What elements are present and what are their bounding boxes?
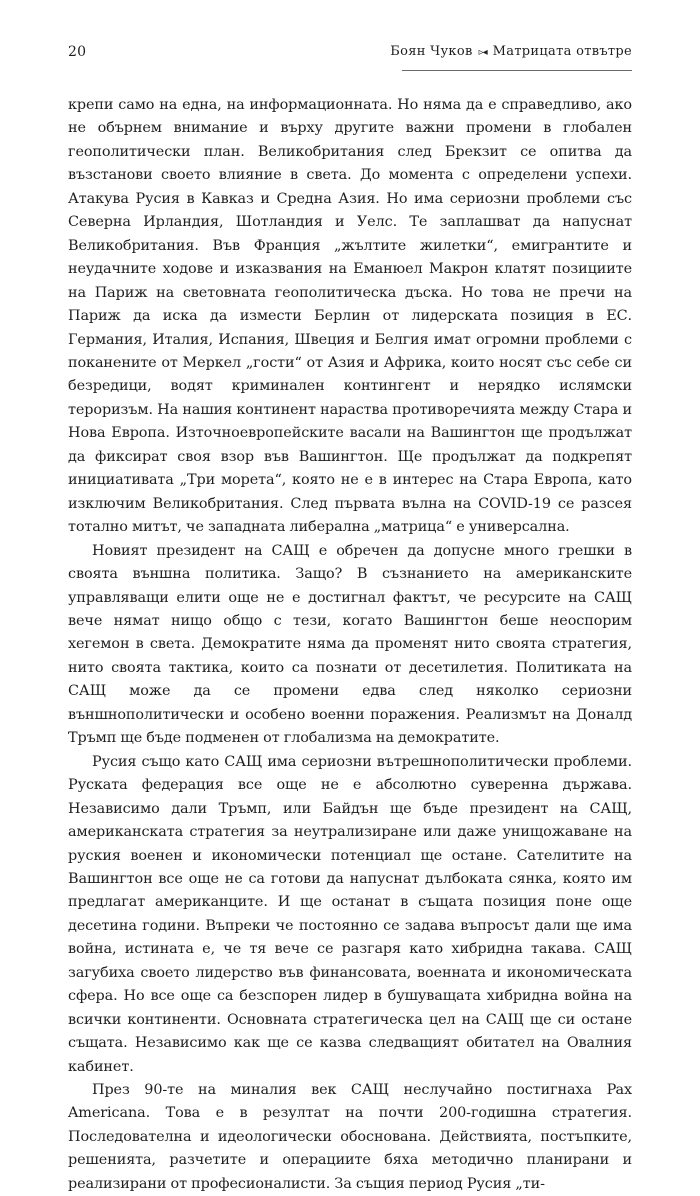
paragraph: Русия също като САЩ има сериозни вътрешнополитически проблеми. Руската федерация все още не е абсолютно суверенна държава. Независимо дали Тръмп, или Байдън ще бъде президент на САЩ, американската стратегия за неутрализиране или даже унищожаване на руския военен и икономически потенциал ще остане. Сателитите на Вашингтон все още не са готови да напуснат дълбоката сянка, която им предлагат американците. И ще останат в същата позиция поне още десетина години. Въпреки че постоянно се задава въпросът дали ще има война, истината е, че тя вече се разгаря като хибридна такава. САЩ загубиха своето лидерство във финансовата, военната и икономическата сфера. Но все още са безспорен лидер в бушуващата хибридна война на всички континенти. Основната стратегическа цел на САЩ ще си остане същата. Независимо как ще се казва следващият обитател на Овалния кабинет. xyxy=(68,753,632,1075)
header-author: Боян Чуков xyxy=(390,44,473,59)
paragraph: През 90-те на миналия век САЩ неслучайно постигнаха Pax Americana. Това е в резултат на почти 200-годишна стратегия. Последователна и идеологически обоснована. Действията, постъпките, решенията, разчетите и операциите бяха методично планирани и реализирани от професионалисти. За същия период Русия „ти- xyxy=(68,1082,632,1192)
body-text xyxy=(68,94,632,1196)
paragraph: крепи само на една, на информационната. Но няма да е справедливо, ако не обърнем внимание и върху другите важни промени в глобален геополитически план. Великобритания след Брекзит се опитва да възстанови своето влияние в света. До момента с определени успехи. Атакува Русия в Кавказ и Средна Азия. Но има сериозни проблеми със Северна Ирландия, Шотландия и Уелс. Те заплашват да напуснат Великобритания. Във Франция „жълтите жилетки“, емигрантите и неудачните ходове и изказвания на Еманюел Макрон клатят позициите на Париж на световната геополитическа дъска. Но това не пречи на Париж да иска да измести Берлин от лидерската позиция в ЕС. Германия, Италия, Испания, Швеция и Белгия имат огромни проблеми с поканените от Меркел „гости“ от Азия и Африка, които носят със себе си безредици, водят криминален контингент и нерядко ислямски тероризъм. На нашия континент нараства противоречията между Стара и Нова Европа. Източноевропейските васали на Вашингтон ще продължат да фиксират своя взор във Вашингтон. Ще продължат да подкрепят инициативата „Три морета“, която не е в интерес на Стара Европа, като изключим Великобритания. След първата вълна на COVID-19 се разсея тотално митът, че западната либерална „матрица“ е универсална. xyxy=(68,97,632,536)
header-separator-ornament: ▹◂ xyxy=(478,47,487,58)
header-rule xyxy=(402,70,632,71)
running-header xyxy=(390,44,632,59)
paragraph: Новият президент на САЩ е обречен да допусне много грешки в своята външна политика. Защо? В съзнанието на американските управляващи елити още не е достигнал фактът, че ресурсите на САЩ вече нямат нищо общо с тези, когато Вашингтон беше неоспорим хегемон в света. Демократите няма да променят нито своята стратегия, нито своята тактика, които са познати от десетилетия. Политиката на САЩ може да се промени едва след няколко сериозни външнополитически и особено военни поражения. Реализмът на Доналд Тръмп ще бъде подменен от глобализма на демократите. xyxy=(68,542,632,747)
page-number: 20 xyxy=(68,44,87,60)
header-book-title: Матрицата отвътре xyxy=(492,44,632,59)
